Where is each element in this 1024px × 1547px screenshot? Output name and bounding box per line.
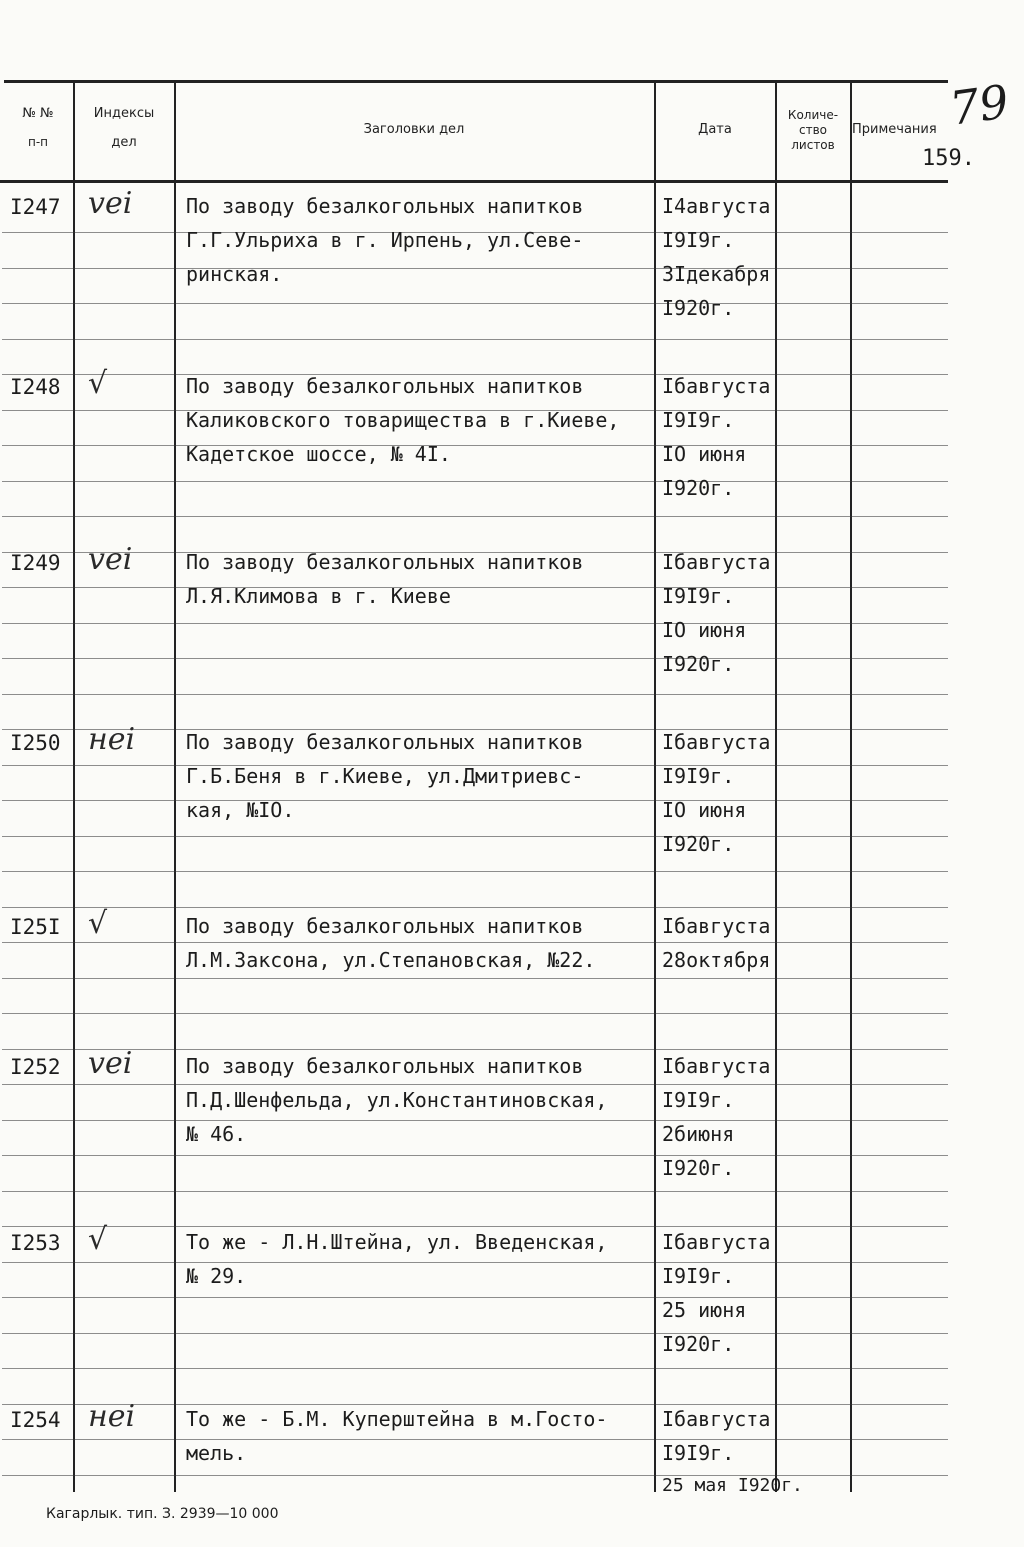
- record-number: I247: [10, 195, 61, 219]
- record-date-line: 25 мая I920г.: [662, 1475, 803, 1496]
- ruled-line: [2, 871, 948, 872]
- ruled-line: [2, 836, 948, 837]
- record-title-line: Л.Я.Климова в г. Киеве: [186, 584, 451, 608]
- handwritten-page-number: 79: [946, 74, 1013, 136]
- ruled-line: [2, 623, 948, 624]
- ruled-line: [2, 1439, 948, 1440]
- ruled-line: [2, 1226, 948, 1227]
- record-date-line: 2биюня: [662, 1122, 735, 1146]
- record-number: I252: [10, 1055, 61, 1079]
- record-title-line: ринская.: [186, 262, 283, 286]
- record-title-line: № 29.: [186, 1264, 247, 1288]
- ruled-line: [2, 1191, 948, 1192]
- index-handwritten-mark: √: [88, 1222, 108, 1257]
- top-rule: [4, 80, 948, 83]
- header-count-line-1: Количе-: [787, 108, 839, 122]
- record-title-line: № 46.: [186, 1122, 247, 1146]
- record-title-line: То же - Б.М. Куперштейна в м.Госто-: [186, 1407, 608, 1431]
- ruled-line: [2, 800, 948, 801]
- record-number: I254: [10, 1408, 61, 1432]
- record-date-line: 28октября: [662, 948, 771, 972]
- ruled-line: [2, 1155, 948, 1156]
- ruled-line: [2, 1333, 948, 1334]
- ruled-line: [2, 978, 948, 979]
- col-line-3: [654, 82, 656, 1492]
- header-count-line-3: листов: [791, 138, 835, 152]
- header-count: [776, 108, 850, 153]
- record-date-line: I9I9г.: [662, 408, 735, 432]
- header-count-line-2: ство: [798, 123, 827, 137]
- header-rule: [0, 180, 948, 183]
- record-number: I253: [10, 1231, 61, 1255]
- header-index-line-2: дел: [111, 135, 137, 150]
- ruled-line: [2, 1475, 948, 1476]
- record-number: I249: [10, 551, 61, 575]
- record-date-line: I920г.: [662, 1156, 735, 1180]
- record-title-line: Г.Г.Ульриха в г. Ирпень, ул.Севе-: [186, 228, 584, 252]
- record-title-line: Г.Б.Беня в г.Киеве, ул.Дмитриевс-: [186, 764, 584, 788]
- record-date-line: Iбавгуста: [662, 1230, 771, 1254]
- record-date-line: I9I9г.: [662, 1264, 735, 1288]
- record-date-line: IO июня: [662, 798, 747, 822]
- index-handwritten-mark: vei: [88, 542, 133, 577]
- record-title-line: П.Д.Шенфельда, ул.Константиновская,: [186, 1088, 608, 1112]
- record-date-line: 25 июня: [662, 1298, 747, 1322]
- record-title-line: По заводу безалкогольных напитков: [186, 914, 584, 938]
- record-date-line: IO июня: [662, 618, 747, 642]
- ruled-line: [2, 339, 948, 340]
- record-title-line: По заводу безалкогольных напитков: [186, 1054, 584, 1078]
- record-date-line: IO июня: [662, 442, 747, 466]
- ruled-line: [2, 303, 948, 304]
- ruled-line: [2, 481, 948, 482]
- col-line-4: [775, 82, 777, 1492]
- ruled-line: [2, 445, 948, 446]
- record-date-line: I9I9г.: [662, 764, 735, 788]
- record-date-line: Iбавгуста: [662, 374, 771, 398]
- ruled-line: [2, 1262, 948, 1263]
- index-handwritten-mark: √: [88, 366, 108, 401]
- record-date-line: I920г.: [662, 476, 735, 500]
- record-date-line: I920г.: [662, 296, 735, 320]
- header-notes: Примечания: [852, 122, 937, 137]
- ruled-line: [2, 658, 948, 659]
- header-title: Заголовки дел: [363, 122, 465, 137]
- col-line-2: [174, 82, 176, 1492]
- record-date-line: I9I9г.: [662, 1088, 735, 1112]
- header-date: Дата: [698, 122, 732, 137]
- ruled-line: [2, 1120, 948, 1121]
- header-num-line-1: № №: [22, 106, 54, 121]
- header-index: [76, 106, 172, 150]
- record-title-line: По заводу безалкогольных напитков: [186, 730, 584, 754]
- ruled-line: [2, 1404, 948, 1405]
- record-date-line: Iбавгуста: [662, 550, 771, 574]
- ruled-line: [2, 587, 948, 588]
- ruled-line: [2, 1297, 948, 1298]
- index-handwritten-mark: нei: [88, 1399, 136, 1434]
- record-date-line: Iбавгуста: [662, 914, 771, 938]
- ruled-line: [2, 694, 948, 695]
- ruled-line: [2, 1084, 948, 1085]
- record-title-line: мель.: [186, 1441, 247, 1465]
- record-date-line: I4августа: [662, 194, 771, 218]
- record-date-line: I9I9г.: [662, 228, 735, 252]
- stamped-page-number: 159.: [922, 146, 975, 171]
- ruled-line: [2, 1013, 948, 1014]
- record-title-line: Кадетское шоссе, № 4I.: [186, 442, 451, 466]
- ruled-line: [2, 516, 948, 517]
- header-num: [4, 106, 72, 149]
- record-date-line: Iбавгуста: [662, 1054, 771, 1078]
- record-number: I248: [10, 375, 61, 399]
- record-title-line: По заводу безалкогольных напитков: [186, 194, 584, 218]
- record-date-line: I920г.: [662, 832, 735, 856]
- ruled-line: [2, 907, 948, 908]
- record-title-line: То же - Л.Н.Штейна, ул. Введенская,: [186, 1230, 608, 1254]
- index-handwritten-mark: vei: [88, 186, 133, 221]
- record-date-line: Iбавгуста: [662, 730, 771, 754]
- record-date-line: I9I9г.: [662, 584, 735, 608]
- header-num-line-2: п-п: [27, 135, 49, 149]
- record-number: I25I: [10, 915, 61, 939]
- col-line-1: [73, 82, 75, 1492]
- record-title-line: По заводу безалкогольных напитков: [186, 550, 584, 574]
- col-line-5: [850, 82, 852, 1492]
- index-handwritten-mark: √: [88, 906, 108, 941]
- index-handwritten-mark: нei: [88, 722, 136, 757]
- record-date-line: I920г.: [662, 652, 735, 676]
- record-title-line: По заводу безалкогольных напитков: [186, 374, 584, 398]
- record-title-line: кая, №IO.: [186, 798, 295, 822]
- record-title-line: Каликовского товарищества в г.Киеве,: [186, 408, 620, 432]
- record-date-line: Iбавгуста: [662, 1407, 771, 1431]
- record-number: I250: [10, 731, 61, 755]
- record-date-line: 3Iдекабря: [662, 262, 771, 286]
- printer-imprint: Кагарлык. тип. З. 2939—10 000: [46, 1506, 279, 1522]
- header-index-line-1: Индексы: [93, 106, 155, 121]
- ruled-line: [2, 942, 948, 943]
- record-title-line: Л.М.Заксона, ул.Степановская, №22.: [186, 948, 596, 972]
- record-date-line: I9I9г.: [662, 1441, 735, 1465]
- ruled-line: [2, 1368, 948, 1369]
- ruled-line: [2, 268, 948, 269]
- index-handwritten-mark: vei: [88, 1046, 133, 1081]
- record-date-line: I920г.: [662, 1332, 735, 1356]
- ruled-line: [2, 1049, 948, 1050]
